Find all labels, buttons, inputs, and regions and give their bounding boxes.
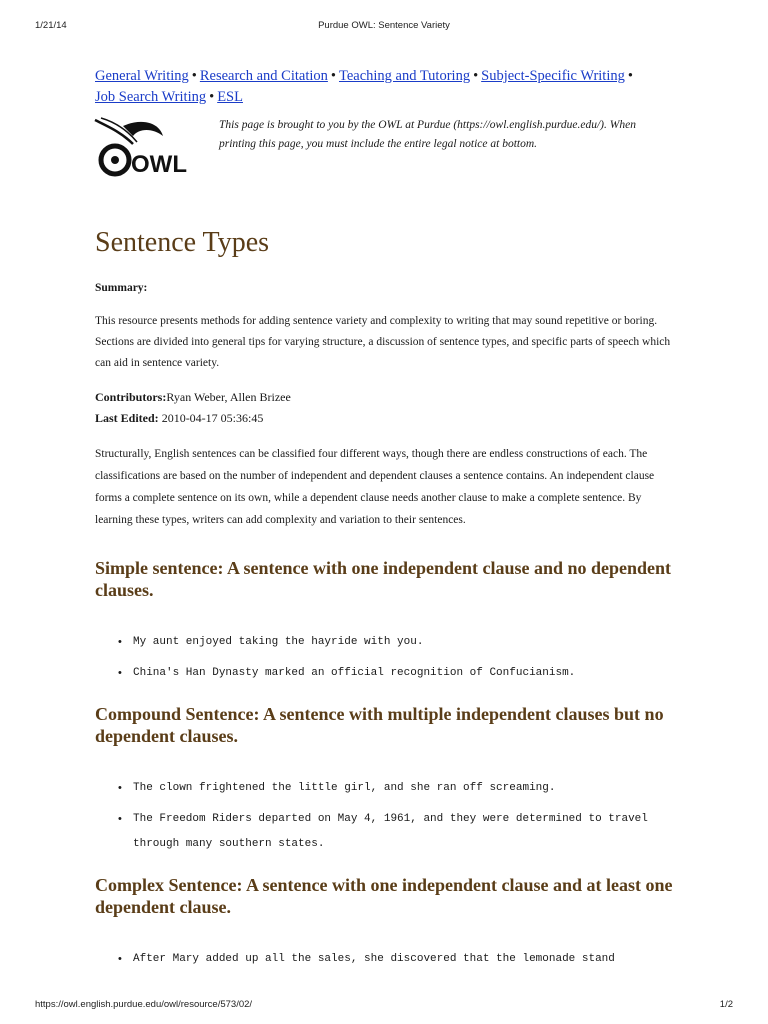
contributors-line [95, 387, 675, 408]
intro-paragraph: Structurally, English sentences can be classified four different ways, though there are endless constructions of each. The classifications are based on the number of independent and dependent clauses a sentence contains. An independent clause forms a complete sentence on its own, while a dependent clause needs another clause to make a complete sentence. By learning these types, writers can add complexity and variation to their sentences. [95, 448, 655, 526]
list-item: • China's Han Dynasty marked an official recognition of Confucianism. [133, 661, 675, 686]
section-heading-complex: Complex Sentence: A sentence with one independent clause and at least one dependent clause. [95, 875, 673, 917]
last-edited-label: Last Edited: [95, 411, 159, 425]
section-heading-compound: Compound Sentence: A sentence with multiple independent clauses but no dependent clauses. [95, 704, 664, 746]
summary-text: This resource presents methods for adding sentence variety and complexity to writing that may sound repetitive or boring. Sections are divided into general tips for varying structure, a discussion of sentence types, and specific parts of speech which can aid in sentence variety. [95, 315, 671, 369]
example-list-simple [95, 630, 675, 686]
nav-separator: • [191, 68, 197, 84]
print-footer [0, 994, 768, 1024]
owl-logo-icon[interactable] [93, 116, 187, 188]
page-content [95, 66, 675, 978]
nav-separator: • [473, 68, 479, 84]
nav-link-research-and-citation[interactable]: Research and Citation [199, 68, 328, 84]
nav-link-esl[interactable]: ESL [217, 89, 243, 105]
nav-link-teaching-and-tutoring[interactable]: Teaching and Tutoring [338, 68, 471, 84]
print-title: Purdue OWL: Sentence Variety [318, 20, 450, 31]
print-header [0, 0, 768, 40]
nav-separator: • [627, 68, 633, 84]
article-meta [95, 387, 675, 429]
page-title: Sentence Types [95, 227, 270, 258]
nav-link-job-search-writing[interactable]: Job Search Writing [95, 89, 207, 105]
nav-link-general-writing[interactable]: General Writing [95, 68, 189, 84]
last-edited-value: 2010-04-17 05:36:45 [161, 411, 264, 425]
contributors-label: Contributors: [95, 390, 167, 404]
list-item: • The Freedom Riders departed on May 4, 1961, and they were determined to travel through many southern states. [133, 807, 675, 857]
legal-notice: This page is brought to you by the OWL at Purdue (https://owl.english.purdue.edu/). When printing this page, you must include the entire legal notice at bottom. [219, 119, 636, 150]
list-item: • After Mary added up all the sales, she discovered that the lemonade stand [133, 947, 675, 972]
print-date: 1/21/14 [35, 20, 67, 31]
nav-separator: • [330, 68, 336, 84]
last-edited-line [95, 408, 675, 429]
example-list-compound [95, 776, 675, 857]
example-list-complex [95, 947, 675, 972]
nav-link-subject-specific-writing[interactable]: Subject-Specific Writing [481, 68, 625, 84]
brand-row [95, 116, 675, 196]
summary-label: Summary: [95, 282, 148, 294]
print-url: https://owl.english.purdue.edu/owl/resource/573/02/ [35, 999, 253, 1010]
list-item: • My aunt enjoyed taking the hayride with you. [133, 630, 675, 655]
nav-separator: • [209, 89, 215, 105]
section-heading-simple: Simple sentence: A sentence with one independent clause and no dependent clauses. [95, 558, 672, 600]
logo-text: OWL [131, 151, 187, 178]
page-number: 1/2 [719, 999, 733, 1010]
contributors-value: Ryan Weber, Allen Brizee [166, 390, 291, 404]
list-item: • The clown frightened the little girl, and she ran off screaming. [133, 776, 675, 801]
top-navigation [95, 66, 675, 108]
